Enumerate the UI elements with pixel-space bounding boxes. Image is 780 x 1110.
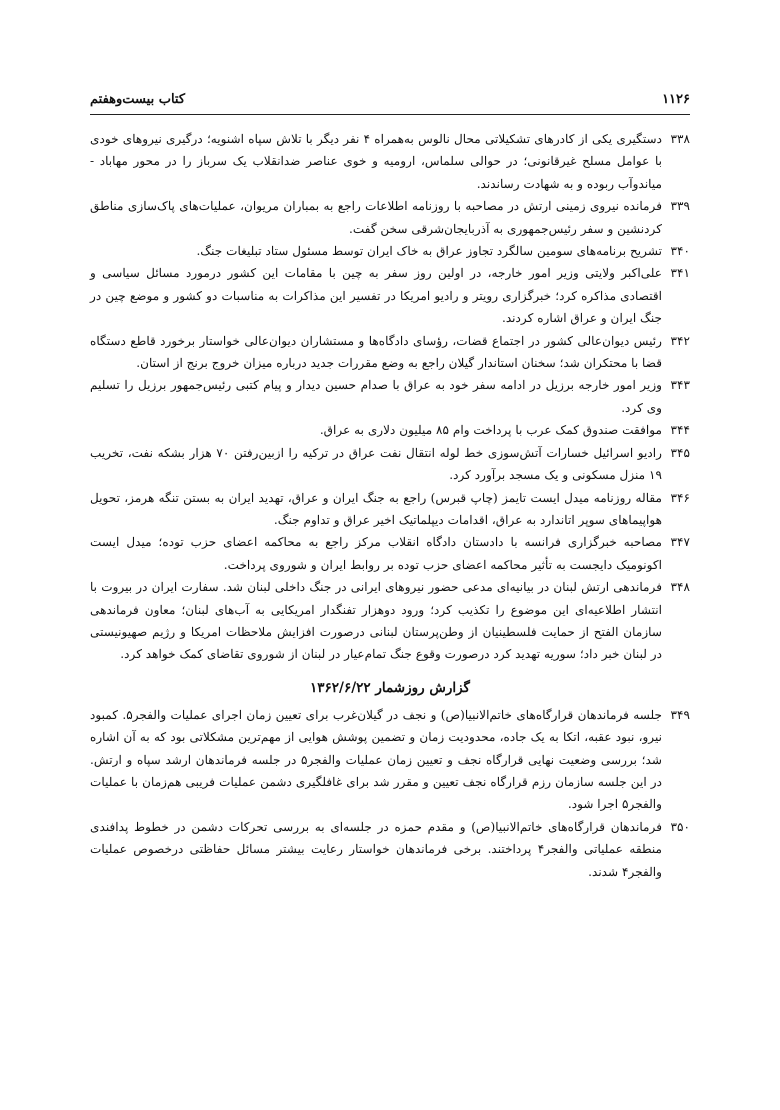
entry-number: ۳۴۹ <box>670 707 690 722</box>
list-item <box>90 487 690 532</box>
entry-text: وزیر امور خارجه برزیل در ادامه سفر خود به عراق با صدام حسین دیدار و پیام کتبی رئیس‌جمهور برزیل را تسلیم وی کرد. <box>90 378 662 415</box>
entry-number: ۳۵۰ <box>670 819 690 834</box>
entry-number: ۳۴۵ <box>670 445 690 460</box>
list-item <box>90 262 690 329</box>
entry-number: ۳۴۶ <box>670 490 690 505</box>
list-item <box>90 531 690 576</box>
entry-text: فرمانده نیروی زمینی ارتش در مصاحبه با روزنامه اطلاعات راجع به بمباران مریوان، عملیات‌های پاک‌سازی مناطق کردنشین و سفر رئیس‌جمهوری به آذربایجان‌شرقی سخن گفت. <box>90 199 662 236</box>
list-item <box>90 240 690 262</box>
entry-number: ۳۴۳ <box>670 378 690 393</box>
section-title: گزارش روزشمار ۱۳۶۲/۶/۲۲ <box>310 679 470 696</box>
entry-number: ۳۴۴ <box>670 423 690 438</box>
entry-text: رئیس دیوان‌عالی کشور در اجتماع قضات، رؤسای دادگاه‌ها و مستشاران دیوان‌عالی خواستار برخورد قاطع دستگاه قضا با محتکران شد؛ سخنان استاندار گیلان راجع به وضع مقررات جدید درباره میزان خروج برنج از استان. <box>90 333 662 371</box>
entry-text: جلسه فرماندهان قرارگاه‌های خاتم‌الانبیا(ص) و نجف در گیلان‌غرب برای تعیین زمان اجرای عملیات والفجر۵. کمبود نیرو، نبود عقبه، اتکا به یک جاده، محدودیت زمان و تضمین پوشش هوایی از مهم‌ترین مشکلاتی بود که به آن اشاره شد؛ بررسی وضعیت نهایی قرارگاه نجف و تعیین زمان عملیات والفجر۵ در جلسه فرماندهان ارشد سپاه و ارتش. در این جلسه سازمان رزم قرارگاه نجف تعیین و مقرر شد برای غافلگیری دشمن عملیات فریبی هم‌زمان با عملیات والفجر۵ اجرا شود. <box>90 707 662 812</box>
list-item <box>90 374 690 419</box>
entry-text: دستگیری یکی از کادرهای تشکیلاتی محال نالوس به‌همراه ۴ نفر دیگر با تلاش سپاه اشنویه؛ درگیری نیروهای خودی با عوامل مسلح غیرقانونی؛ در حوالی سلماس، ارومیه و خوی عناصر ضدانقلاب یک سرباز را در محور مهاباد - میاندوآب ربوده و به شهادت رساندند. <box>90 132 662 191</box>
list-item <box>90 442 690 487</box>
entry-text: رادیو اسرائیل خسارات آتش‌سوزی خط لوله انتقال نفت عراق در ترکیه را ازبین‌رفتن ۷۰ هزار بشکه نفت، تخریب ۱۹ منزل مسکونی و یک مسجد برآورد کرد. <box>90 445 662 483</box>
entry-number: ۳۴۲ <box>670 333 690 348</box>
entry-number: ۳۴۸ <box>670 580 690 595</box>
entry-text: مقاله روزنامه میدل ایست تایمز (چاپ قبرس) راجع به جنگ ایران و عراق، تهدید ایران به بستن تنگه هرمز، تحویل هواپیماهای سوپر اتاندارد به عراق، اقدامات دیپلماتیک اخیر عراق و تداوم جنگ. <box>90 490 662 527</box>
header-divider <box>90 114 690 115</box>
entries-after-list <box>90 704 690 883</box>
list-item <box>90 330 690 375</box>
list-item <box>90 704 690 816</box>
entries-before-list <box>90 128 690 666</box>
list-item <box>90 816 690 883</box>
entry-number: ۳۴۷ <box>670 535 690 550</box>
entry-text: تشریح برنامه‌های سومین سالگرد تجاوز عراق به خاک ایران توسط مسئول ستاد تبلیغات جنگ. <box>196 244 662 259</box>
entry-number: ۳۳۹ <box>670 199 690 214</box>
list-item <box>90 195 690 240</box>
list-item <box>90 419 690 441</box>
book-title: کتاب بیست‌وهفتم <box>90 92 186 107</box>
entry-number: ۳۴۰ <box>670 244 690 259</box>
page-number: ۱۱۲۶ <box>662 92 690 107</box>
list-item <box>90 128 690 195</box>
page-header <box>90 92 690 107</box>
page-content <box>90 128 690 883</box>
entry-text: فرماندهان قرارگاه‌های خاتم‌الانبیا(ص) و مقدم حمزه در جلسه‌ای به بررسی تحرکات دشمن در خطوط پدافندی منطقه عملیاتی والفجر۴ پرداختند. برخی فرماندهان خواستار رعایت بیشتر مسائل حفاظتی درخصوص عملیات والفجر۴ شدند. <box>90 819 663 879</box>
list-item <box>90 576 690 666</box>
entry-text: موافقت صندوق کمک عرب با پرداخت وام ۸۵ میلیون دلاری به عراق. <box>319 423 662 438</box>
entry-text: علی‌اکبر ولایتی وزیر امور خارجه، در اولین روز سفر به چین با مقامات این کشور درمورد مسائل سیاسی و اقتصادی مذاکره کرد؛ خبرگزاری رویتر و رادیو امریکا در تفسیر این مذاکرات به مناسبات دو کشور و موضع چین در جنگ ایران و عراق اشاره کردند. <box>90 266 662 326</box>
entry-number: ۳۴۱ <box>670 266 690 281</box>
entry-text: فرماندهی ارتش لبنان در بیانیه‌ای مدعی حضور نیروهای ایرانی در جنگ داخلی لبنان شد. سفارت ایران در بیروت با انتشار اطلاعیه‌ای این موضوع را تکذیب کرد؛ ورود دوهزار تفنگدار امریکایی به آب‌های لبنان؛ معاون فرماندهی سازمان الفتح از حمایت فلسطینیان از وطن‌پرستان لبنانی درصورت افزایش ملاحظات امریکا و رژیم صهیونیستی در لبنان خبر داد؛ سوریه تهدید کرد درصورت وقوع جنگ تمام‌عیار در لبنان از شوروی تقاضای کمک خواهد کرد. <box>90 580 662 662</box>
entry-number: ۳۳۸ <box>670 132 690 146</box>
entry-text: مصاحبه خبرگزاری فرانسه با دادستان دادگاه انقلاب مرکز راجع به محاکمه اعضای حزب توده؛ میدل ایست اکونومیک دایجست به تأثیر محاکمه اعضای حزب توده بر روابط ایران و شوروی پرداخت. <box>90 535 662 572</box>
